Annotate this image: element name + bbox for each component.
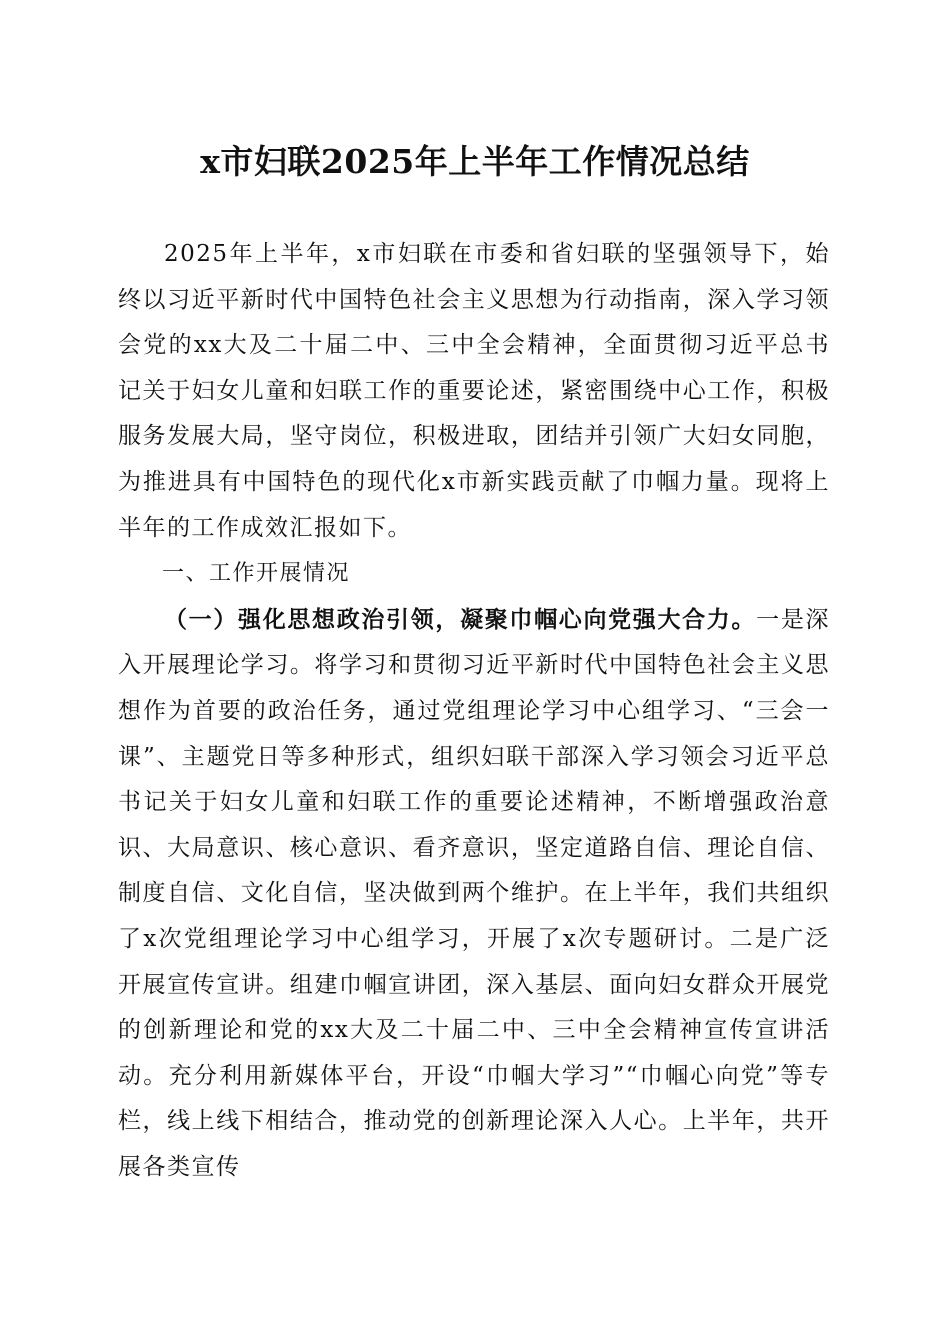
subsection-paragraph [118, 597, 830, 1191]
document-body [118, 232, 830, 1190]
subsection-lead: （一）强化思想政治引领，凝聚巾帼心向党强大合力。 [164, 605, 757, 633]
document-title: x市妇联2025年上半年工作情况总结 [200, 142, 750, 181]
section-heading: 一、工作开展情况 [162, 561, 351, 587]
subsection-body: 一是深入开展理论学习。将学习和贯彻习近平新时代中国特色社会主义思想作为首要的政治任务，通过党组理论学习中心组学习、“三会一课”、主题党日等多种形式，组织妇联干部深入学习领会习近平总书记关于妇女儿童和妇联工作的重要论述精神，不断增强政治意识、大局意识、核心意识、看齐意识，坚定道路自信、理论自信、制度自信、文化自信，坚决做到两个维护。在上半年，我们共组织了x次党组理论学习中心组学习，开展了x次专题研讨。二是广泛开展宣传宣讲。组建巾帼宣讲团，深入基层、面向妇女群众开展党的创新理论和党的xx大及二十届二中、三中全会精神宣传宣讲活动。充分利用新媒体平台，开设“巾帼大学习”“巾帼心向党”等专栏，线上线下相结合，推动党的创新理论深入人心。上半年，共开展各类宣传 [118, 606, 831, 1180]
intro-paragraph: 2025年上半年，x市妇联在市委和省妇联的坚强领导下，始终以习近平新时代中国特色社会主义思想为行动指南，深入学习领会党的xx大及二十届二中、三中全会精神，全面贯彻习近平总书记关于妇女儿童和妇联工作的重要论述，紧密围绕中心工作，积极服务发展大局，坚守岗位，积极进取，团结并引领广大妇女同胞，为推进具有中国特色的现代化x市新实践贡献了巾帼力量。现将上半年的工作成效汇报如下。 [118, 241, 830, 541]
